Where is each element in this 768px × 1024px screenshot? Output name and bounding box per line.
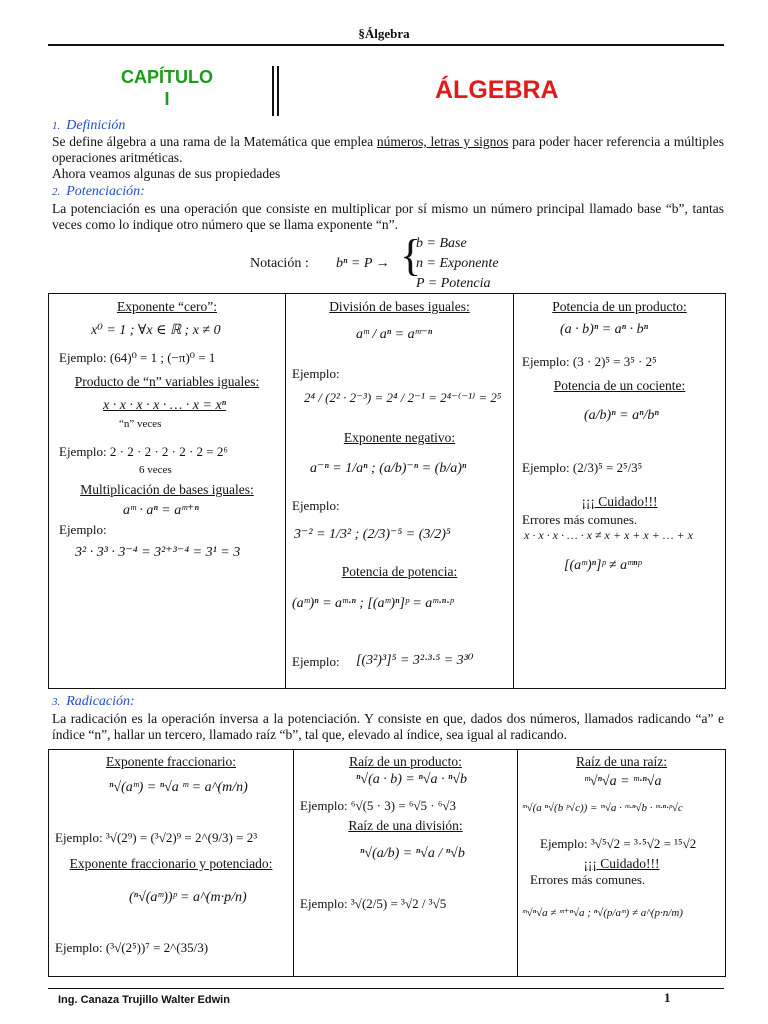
section-heading-definicion [52,118,125,134]
example-potencia-producto: Ejemplo: (3 · 2)⁵ = 3⁵ · 2⁵ [522,354,657,369]
heading-producto-variables: Producto de “n” variables iguales: [74,374,260,389]
header-rule [48,44,724,46]
radicacion-paragraph: La radicación es la operación inversa a la potenciación. Y consiste en que, dados dos números, llamados radicando “a” e índice “n”, hallar un tercero, llamado raíz “b”, tal que, elevado al índice, sea igual al radicando. [52,711,724,742]
properties-column-3 [514,294,725,688]
chapter-number: I [164,89,170,109]
chapter-label [112,66,222,110]
formula-fraccionario-potenciado: (ⁿ√(aᵐ))ᵖ = a^(m·p/n) [129,890,247,905]
footer-author: Ing. Canaza Trujillo Walter Edwin [58,994,230,1006]
notation-equation: bⁿ = P → [336,256,390,271]
error-formula-potencia: [(aᵐ)ⁿ]ᵖ ≠ aᵐⁿᵖ [564,558,642,573]
formula-division-bases: aᵐ / aⁿ = aᵐ⁻ⁿ [356,327,433,342]
example-producto-variables: Ejemplo: 2 · 2 · 2 · 2 · 2 · 2 = 2⁶ [59,444,228,459]
heading-raiz-producto: Raíz de un producto: [349,754,462,769]
heading-potencia-cociente: Potencia de un cociente: [553,378,686,393]
formula-potencia-producto: (a · b)ⁿ = aⁿ · bⁿ [560,322,648,337]
example-fraccionario-potenciado: Ejemplo: (³√(2⁵))⁷ = 2^(35/3) [55,940,209,955]
heading-potencia-potencia: Potencia de potencia: [341,564,458,579]
section-heading-potenciacion [52,184,145,200]
example-division-bases: 2⁴ / (2² · 2⁻³) = 2⁴ / 2⁻¹ = 2⁴⁻⁽⁻¹⁾ = 2⁵ [304,390,502,405]
heading-exponente-fraccionario: Exponente fraccionario: [105,754,237,769]
properties-column-2 [286,294,513,688]
example-label: Ejemplo: [292,366,340,381]
definition-underlined: números, letras y signos [376,134,509,149]
chapter-divider [272,66,279,116]
note-n-veces: “n” veces [119,418,162,430]
section-number: 2. [52,186,61,198]
notation-item: P = Potencia [416,276,491,291]
example-label: Ejemplo: [292,498,340,513]
error-formula-suma: x · x · x · … · x ≠ x + x + x + … + x [524,528,693,542]
section-title: Definición [66,118,126,133]
heading-raiz-de-raiz: Raíz de una raíz: [575,754,668,769]
page-number: 1 [664,990,671,1005]
note-6-veces: 6 veces [139,464,172,476]
example-label: Ejemplo: [292,654,340,669]
definition-paragraph [52,134,724,182]
heading-fraccionario-potenciado: Exponente fraccionario y potenciado: [69,856,273,871]
chapter-word: CAPÍTULO [121,67,213,87]
formula-potencia-cociente: (a/b)ⁿ = aⁿ/bⁿ [584,408,659,423]
example-potencia-potencia: [(3²)³]⁵ = 3²·³·⁵ = 3³⁰ [356,653,474,668]
potenciacion-paragraph: La potenciación es una operación que consiste en multiplicar por sí mismo un número principal llamado base “b”, tantas veces como lo indique otro número que se llama exponente “n”. [52,201,724,232]
example-raiz-division: Ejemplo: ³√(2/5) = ³√2 / ³√5 [300,896,447,911]
definition-text-c: Ahora veamos algunas de sus propiedades [52,166,281,181]
heading-exponente-cero: Exponente “cero”: [116,299,218,314]
example-multiplicacion-bases: 3² · 3³ · 3⁻⁴ = 3²⁺³⁻⁴ = 3¹ = 3 [75,545,241,560]
text-errores-comunes: Errores más comunes. [522,512,638,527]
formula-exponente-negativo: a⁻ⁿ = 1/aⁿ ; (a/b)⁻ⁿ = (b/a)ⁿ [310,461,467,476]
text-errores-comunes-radicales: Errores más comunes. [530,872,646,887]
section-number: 3. [52,696,61,708]
example-exponente-fraccionario: Ejemplo: ³√(2⁹) = (³√2)⁹ = 2^(9/3) = 2³ [55,830,258,845]
error-formula-radicales: ᵐ√ⁿ√a ≠ ᵐ⁺ⁿ√a ; ⁿ√(p/aᵐ) ≠ a^(p·n/m) [522,907,683,919]
radicals-column-1 [49,750,293,976]
chapter-title: ÁLGEBRA [435,76,559,104]
example-raiz-producto: Ejemplo: ⁶√(5 · 3) = ⁶√5 · ⁶√3 [300,798,457,813]
footer-rule [48,988,724,989]
page-header: §Álgebra [358,26,410,41]
heading-potencia-producto: Potencia de un producto: [552,299,687,314]
formula-raiz-de-raiz: ᵐ√ⁿ√a = ᵐ·ⁿ√a [584,774,662,789]
example-label: Ejemplo: [59,522,107,537]
example-exponente-cero: Ejemplo: (64)⁰ = 1 ; (−π)⁰ = 1 [59,350,216,365]
example-potencia-cociente: Ejemplo: (2/3)⁵ = 2⁵/3⁵ [522,460,643,475]
formula-potencia-potencia: (aᵐ)ⁿ = aᵐ·ⁿ ; [(aᵐ)ⁿ]ᵖ = aᵐ·ⁿ·ᵖ [292,596,454,611]
heading-exponente-negativo: Exponente negativo: [343,430,456,445]
heading-cuidado: ¡¡¡ Cuidado!!! [581,494,658,509]
formula-exponente-fraccionario: ⁿ√(aᵐ) = ⁿ√a ᵐ = a^(m/n) [109,780,248,795]
heading-division-bases: División de bases iguales: [329,299,470,314]
formula-producto-variables: x · x · x · x · … · x = xⁿ [103,398,227,413]
radicals-column-3 [518,750,725,976]
radicals-table [48,749,726,977]
properties-table [48,293,726,689]
formula-raiz-producto: ⁿ√(a · b) = ⁿ√a · ⁿ√b [356,772,468,787]
section-title: Radicación: [66,694,135,709]
notation-item: n = Exponente [416,256,499,271]
formula-exponente-cero: x⁰ = 1 ; ∀x ∈ ℝ ; x ≠ 0 [91,323,221,338]
notation-item: b = Base [416,236,467,251]
formula-multiplicacion-bases: aᵐ · aⁿ = aᵐ⁺ⁿ [123,503,199,518]
example-raiz-de-raiz: Ejemplo: ³√⁵√2 = ³·⁵√2 = ¹⁵√2 [540,836,697,851]
heading-cuidado-radicales: ¡¡¡ Cuidado!!! [583,856,660,871]
section-number: 1. [52,120,61,132]
notation-brace: { [400,231,422,280]
radicals-column-2 [294,750,517,976]
definition-text-a: Se define álgebra a una rama de la Matemática que emplea [52,134,377,149]
notation-label: Notación : [250,256,309,271]
heading-raiz-division: Raíz de una división: [348,818,463,833]
example-exponente-negativo: 3⁻² = 1/3² ; (2/3)⁻⁵ = (3/2)⁵ [294,527,451,542]
formula-raiz-division: ⁿ√(a/b) = ⁿ√a / ⁿ√b [360,846,465,861]
formula-raiz-anidada: ᵐ√(a ⁿ√(b ᵖ√c)) = ᵐ√a · ᵐ·ⁿ√b · ᵐ·ⁿ·ᵖ√c [522,802,683,814]
section-heading-radicacion [52,694,135,710]
definition-text-b: para poder hacer referencia a múltiples operaciones aritméticas. [52,134,724,165]
properties-column-1 [49,294,285,688]
heading-multiplicacion-bases: Multiplicación de bases iguales: [80,482,254,497]
section-title: Potenciación: [66,184,145,199]
